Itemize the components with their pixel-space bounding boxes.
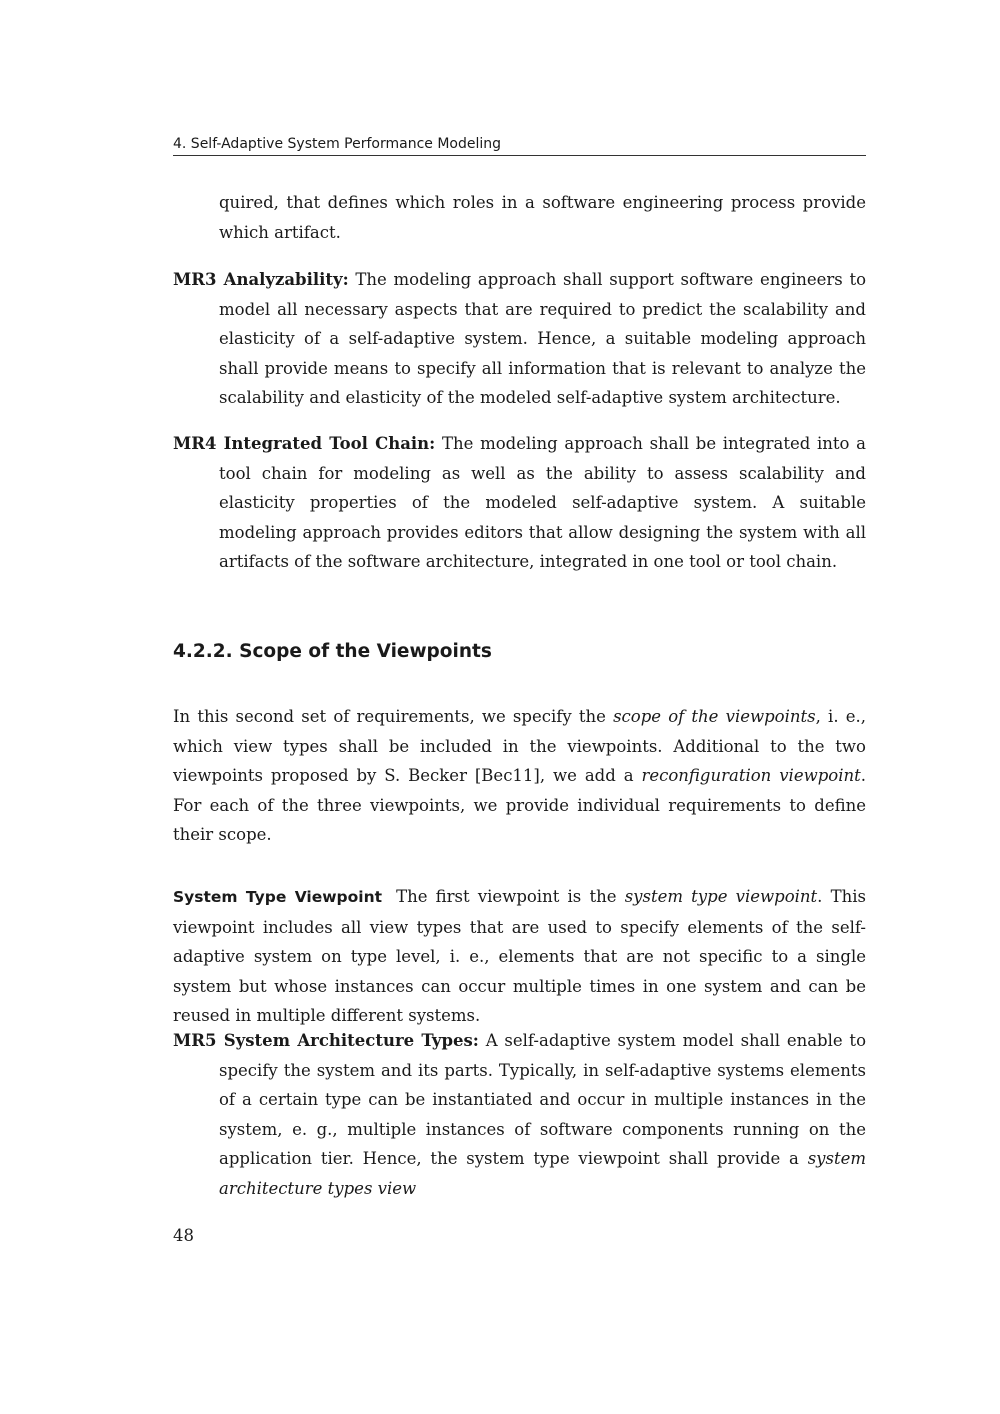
intro-paragraph: In this second set of requirements, we specify the scope of the viewpoints, i. e., which view types shall be included in the viewpoints. Additional to the two viewpoints proposed by S. Becker [Bec11], we add a reconfiguration viewpoint. For each of the three viewpoints, we provide individual requirements to define their scope.: [173, 707, 867, 844]
emphasis-scope: scope of the viewpoints: [613, 707, 816, 726]
mr2-continuation: quired, that defines which roles in a software engineering process provide which artifact.: [219, 193, 866, 242]
mr5-label: MR5 System Architecture Types:: [173, 1031, 479, 1050]
emphasis-reconfiguration: reconfiguration viewpoint: [641, 766, 861, 785]
paragraph-heading: System Type Viewpoint: [173, 888, 383, 906]
mr3-label: MR3 Analyzability:: [173, 270, 349, 289]
page-number: 48: [173, 1226, 194, 1245]
mr3-text: The modeling approach shall support software engineers to model all necessary aspects that are required to predict the scalability and elasticity of a self-adaptive system. Hence, a suitable modeling approach shall provide means to specify all information that is relevant to analyze the scalability and elasticity of the modeled self-adaptive system architecture.: [219, 270, 867, 407]
mr5-text: A self-adaptive system model shall enable to specify the system and its parts. Typically, in self-adaptive systems elements of a certain type can be instantiated and occur in multiple instances in the system, e. g., multiple instances of software components running on the application tier. Hence, the system type viewpoint shall provide a: [219, 1031, 867, 1168]
running-header: 4. Self-Adaptive System Performance Modeling: [173, 136, 866, 156]
requirement-mr4: [173, 429, 866, 577]
mr4-text: The modeling approach shall be integrated into a tool chain for modeling as well as the ability to assess scalability and elasticity properties of the modeled self-adaptive system. A suitable modeling approach provides editors that allow designing the system with all artifacts of the software architecture, integrated in one tool or tool chain.: [219, 434, 866, 571]
requirement-mr5: MR5 System Architecture Types: A self-adaptive system model shall enable to specify the system and its parts. Typically, in self-adaptive systems elements of a certain type can be instantiated and occur in multiple instances in the system, e. g., multiple instances of software components running on the application tier. Hence, the system type viewpoint shall provide a system architecture types view: [173, 1031, 867, 1198]
system-type-paragraph: System Type Viewpoint The first viewpoint is the system type viewpoint. This viewpoint includes all view types that are used to specify elements of the self-adaptive system on type level, i. e., elements that are not specific to a single system but whose instances can occur multiple times in one system and can be reused in multiple different systems.: [173, 887, 866, 1025]
section-title: 4.2.2. Scope of the Viewpoints: [173, 641, 492, 662]
mr4-label: MR4 Integrated Tool Chain:: [173, 434, 436, 453]
requirement-mr3: [173, 265, 866, 413]
